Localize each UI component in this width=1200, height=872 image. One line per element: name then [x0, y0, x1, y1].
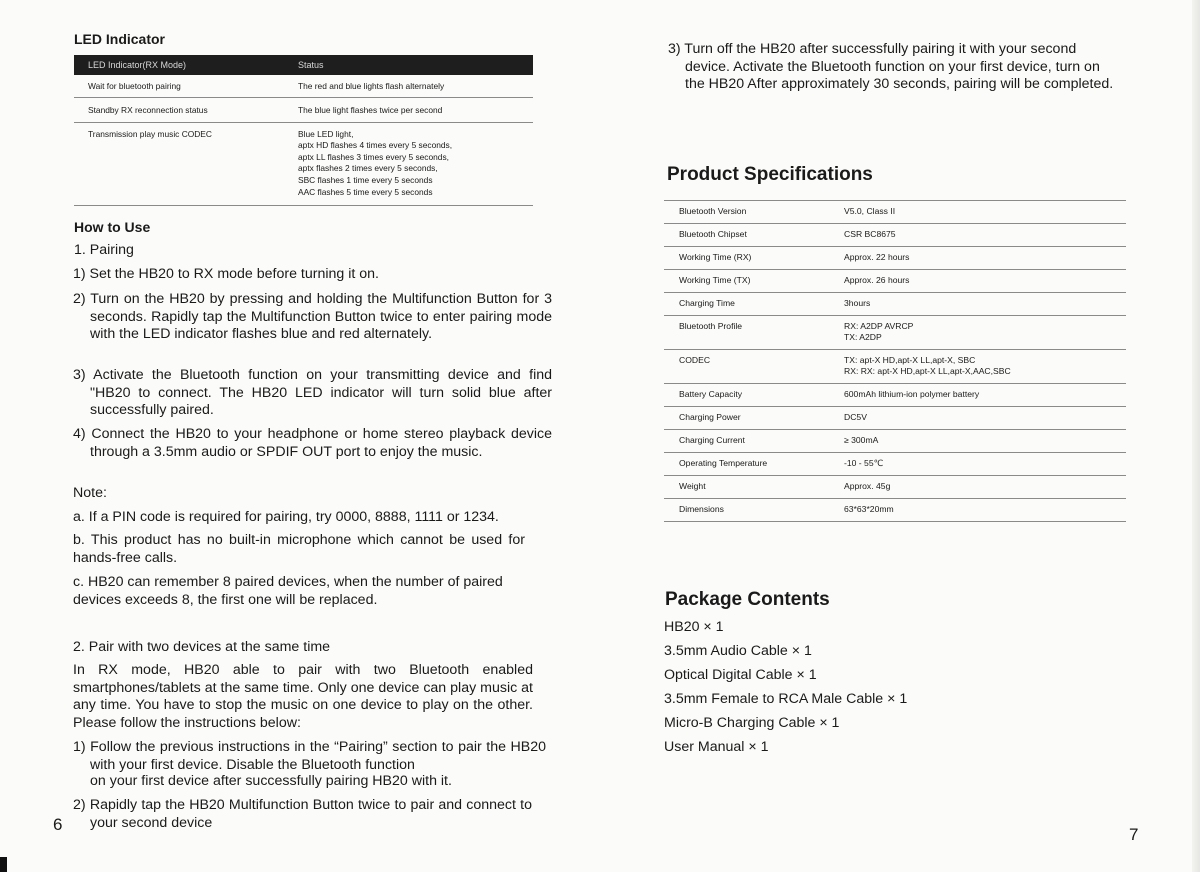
spec-label: Charging Current	[664, 430, 831, 453]
spec-value	[831, 224, 1126, 247]
pairing-heading: 1. Pairing	[74, 242, 134, 258]
spec-value	[831, 201, 1126, 224]
spec-row	[664, 350, 1126, 384]
status-line: aptx LL flashes 3 times every 5 seconds,	[298, 151, 449, 162]
spec-value-line: 63*63*20mm	[844, 504, 894, 514]
pair-two-step-1: 1) Follow the previous instructions in the “Pairing” section to pair the HB20 with your first device. Disable the Bluetooth function	[73, 739, 546, 773]
spec-value-line: RX: A2DP AVRCP	[844, 321, 914, 331]
note-c: c. HB20 can remember 8 paired devices, when the number of paired devices exceeds 8, the first one will be replaced.	[73, 574, 503, 608]
status-line: The red and blue lights flash alternately	[298, 81, 445, 91]
spec-label: Battery Capacity	[664, 384, 831, 407]
spec-label: Charging Time	[664, 293, 831, 316]
note-b: b. This product has no built-in microphone which cannot be used for hands-free calls.	[73, 532, 525, 566]
spec-label: Charging Power	[664, 407, 831, 430]
pairing-step-2: 2) Turn on the HB20 by pressing and holding the Multifunction Button for 3 seconds. Rapidly tap the Multifunction Button twice to enter pairing mode with the LED indicator flashes blue and red alternately.	[73, 291, 552, 342]
package-item: User Manual × 1	[664, 739, 769, 755]
spec-row	[664, 270, 1126, 293]
led-table-row	[74, 122, 533, 205]
page-number-right: 7	[1129, 825, 1139, 844]
spec-row	[664, 453, 1126, 476]
package-contents-heading: Package Contents	[665, 589, 830, 610]
spec-value-line: -10 - 55℃	[844, 458, 884, 468]
package-item: Micro-B Charging Cable × 1	[664, 715, 840, 731]
package-item: Optical Digital Cable × 1	[664, 667, 817, 683]
step3-line: device. Activate the Bluetooth function on your first device, turn on	[685, 58, 1100, 75]
status-line: The blue light flashes twice per second	[298, 104, 443, 115]
spec-label: Bluetooth Chipset	[664, 224, 831, 247]
pair-two-step-1-cont: on your first device after successfully pairing HB20 with it.	[90, 773, 452, 789]
spec-value	[831, 499, 1126, 522]
spec-row	[664, 384, 1126, 407]
spec-value	[831, 453, 1126, 476]
note-a: a. If a PIN code is required for pairing, try 0000, 8888, 1111 or 1234.	[73, 509, 499, 525]
spec-row	[664, 407, 1126, 430]
status-line: SBC flashes 1 time every 5 seconds	[298, 174, 433, 185]
spec-label: Working Time (TX)	[664, 270, 831, 293]
pairing-step-1: 1) Set the HB20 to RX mode before turning it on.	[73, 266, 379, 282]
scan-edge-shadow	[1192, 0, 1200, 872]
spec-value	[831, 350, 1126, 384]
spec-value	[831, 270, 1126, 293]
led-indicator-heading: LED Indicator	[74, 31, 166, 47]
pair-two-heading: 2. Pair with two devices at the same time	[73, 639, 331, 655]
how-to-use-heading: How to Use	[74, 219, 151, 235]
spec-value-line: Approx. 22 hours	[844, 252, 910, 262]
spec-row	[664, 247, 1126, 270]
status-line: Blue LED light,	[298, 128, 354, 139]
led-table-indicator-cell: Wait for bluetooth pairing	[74, 75, 278, 97]
page-number-left: 6	[53, 815, 63, 834]
spec-value-line: ≥ 300mA	[844, 435, 879, 445]
spec-row	[664, 293, 1126, 316]
spec-row	[664, 201, 1126, 224]
spec-value-line: 600mAh lithium-ion polymer battery	[844, 389, 980, 399]
package-contents-list	[664, 615, 907, 759]
pairing-step-4: 4) Connect the HB20 to your headphone or home stereo playback device through a 3.5mm audio or SPDIF OUT port to enjoy the music.	[73, 426, 552, 460]
led-table-row	[74, 97, 533, 122]
spec-value	[831, 316, 1126, 350]
spec-value-line: Approx. 26 hours	[844, 275, 910, 285]
led-table-status-cell	[278, 97, 533, 122]
led-table-header-status: Status	[278, 55, 533, 75]
pair-two-step-3	[668, 41, 1148, 94]
package-item: 3.5mm Female to RCA Male Cable × 1	[664, 691, 908, 707]
spec-value-line: Approx. 45g	[844, 481, 891, 491]
package-item: 3.5mm Audio Cable × 1	[664, 643, 812, 659]
led-table-status-cell	[278, 122, 533, 205]
spec-value-line: V5.0, Class II	[844, 206, 896, 216]
scan-edge-mark	[0, 857, 7, 872]
spec-label: Weight	[664, 476, 831, 499]
led-table-indicator-cell: Transmission play music CODEC	[74, 122, 278, 205]
spec-value-line: 3hours	[844, 298, 871, 308]
spec-value-line: TX: A2DP	[844, 332, 882, 343]
status-line: AAC flashes 5 time every 5 seconds	[298, 186, 433, 197]
led-table-indicator-cell: Standby RX reconnection status	[74, 97, 278, 122]
spec-value	[831, 293, 1126, 316]
spec-value-line: DC5V	[844, 412, 867, 422]
led-table-header-indicator: LED Indicator(RX Mode)	[74, 55, 278, 75]
spec-value	[831, 247, 1126, 270]
spec-label: Dimensions	[664, 499, 831, 522]
pair-two-step-2: 2) Rapidly tap the HB20 Multifunction Button twice to pair and connect to your second device	[73, 797, 532, 831]
spec-value	[831, 430, 1126, 453]
specifications-table	[664, 200, 1126, 522]
led-indicator-table	[74, 55, 533, 206]
pairing-step-3: 3) Activate the Bluetooth function on your transmitting device and find "HB20 to connect. The HB20 LED indicator will turn solid blue after successfully paired.	[73, 367, 552, 418]
spec-value-line: TX: apt-X HD,apt-X LL,apt-X, SBC	[844, 355, 976, 365]
spec-value	[831, 384, 1126, 407]
spec-label: Bluetooth Profile	[664, 316, 831, 350]
status-line: aptx flashes 2 times every 5 seconds,	[298, 163, 438, 174]
step3-line: the HB20 After approximately 30 seconds, pairing will be completed.	[685, 76, 1114, 92]
status-line: aptx HD flashes 4 times every 5 seconds,	[298, 140, 453, 151]
spec-row	[664, 499, 1126, 522]
note-label: Note:	[73, 485, 107, 501]
spec-value	[831, 407, 1126, 430]
spec-row	[664, 224, 1126, 247]
spec-value	[831, 476, 1126, 499]
spec-row	[664, 476, 1126, 499]
spec-value-line: RX: RX: apt-X HD,apt-X LL,apt-X,AAC,SBC	[844, 366, 1011, 377]
spec-value-line: CSR BC8675	[844, 229, 896, 239]
step3-line: 3) Turn off the HB20 after successfully pairing it with your second	[668, 41, 1077, 57]
spec-label: Working Time (RX)	[664, 247, 831, 270]
led-table-row	[74, 75, 533, 97]
spec-row	[664, 430, 1126, 453]
spec-label: CODEC	[664, 350, 831, 384]
product-specifications-heading: Product Specifications	[667, 164, 873, 185]
spec-label: Operating Temperature	[664, 453, 831, 476]
pair-two-intro: In RX mode, HB20 able to pair with two Bluetooth enabled smartphones/tablets at the same time. Only one device can play music at any time. You have to stop the music on one device to play on the other. Please follow the instructions below:	[73, 662, 533, 731]
spec-label: Bluetooth Version	[664, 201, 831, 224]
spec-row	[664, 316, 1126, 350]
led-table-status-cell	[278, 75, 533, 97]
package-item: HB20 × 1	[664, 619, 724, 635]
